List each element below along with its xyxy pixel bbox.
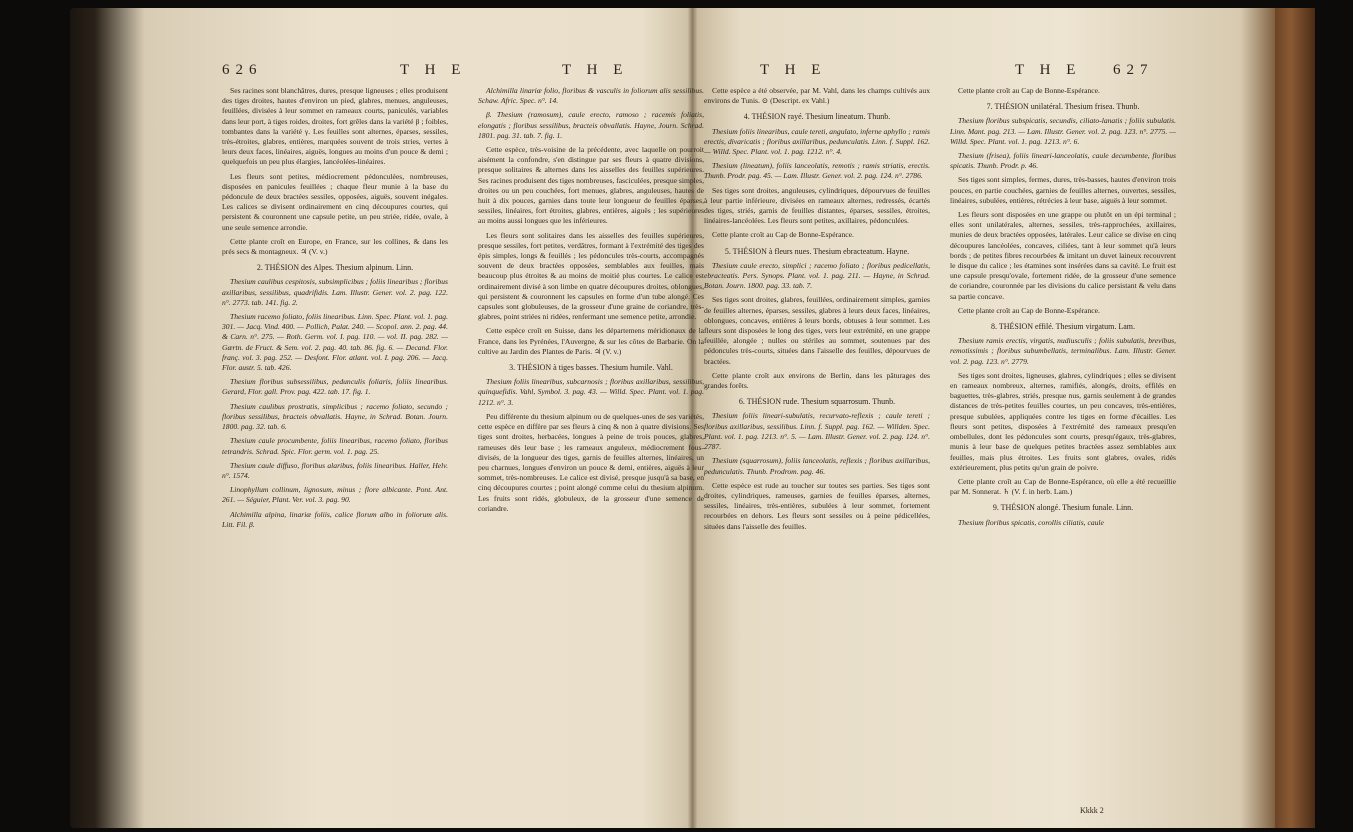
paragraph: Les fleurs sont disposées en une grappe ou plutôt en un épi terminal ; elles sont unilatérales, alternes, sessiles, très-rapprochées, axillaires, munies de deux bractées opposées, latérales. Leur calice se divise en cinq découpures lancéolées, concaves, ciliées, tant à leur sommet qu'à leurs bords ; de petites fibres recourbées & imitant un duvet laineux recouvrent le disque du calice ; les étamines sont insérées dans sa cavité. Le fruit est une capsule presqu'ovale, fortement ridée, de la grosseur d'une semence de coriandre, couronnée par les divisions du calice persistant & velu dans sa partie concave. [950,210,1176,301]
signature-mark: Kkkk 2 [1080,806,1104,815]
paragraph: Ses tiges sont simples, fermes, dures, très-basses, hautes d'environ trois pouces, en partie couchées, garnies de feuilles alternes, ouvertes, sessiles, linéaires, subulées, entières, rétrécies à leur base, aiguës à leur sommet. [950,175,1176,205]
left-column-1 [222,86,448,534]
species-heading: 8. THÉSION effilé. Thesium virgatum. Lam. [990,322,1136,332]
paragraph: Cette plante croît en Europe, en France, sur les collines, & dans les prés secs & montagneux. ♃ (V. v.) [222,236,448,257]
left-running-head: T H E [400,62,467,78]
paragraph: Thesium floribus subsessilibus, pedunculis foliaris, foliis linearibus. Gerard, Flor. gall. Prov. pag. 422. tab. 17. fig. 1. [222,377,448,397]
paragraph: Cette plante croît au Cap de Bonne-Espérance, où elle a été recueillie par M. Sonnerat. ♄ (V. f. in herb. Lam.) [950,476,1176,497]
paragraph: Thesium foliis linearibus, caule tereti, angulato, inferne aphyllo ; ramis erectis, divaricatis ; floribus axillaribus, pedunculatis. Linn. f. Suppl. 162. — Willd. Spec. Plant. vol. 1. pag. 1212. n°. 4. [704,126,930,157]
paragraph: Ses tiges sont droites, glabres, feuillées, ordinairement simples, garnies de feuilles alternes, éparses, sessiles, glabres à leurs deux faces, linéaires, oblongues, concaves, entières à leurs bords, obtuses à leur sommet. Les fleurs sont disposées le long des tiges, vers leur extrémité, en une grappe feuillée, alongée ; nulles ou stériles au sommet, soutenues par des pédoncules très-courts, situées dans l'aisselle des feuilles, dépourvues de bractées. [704,295,930,366]
paragraph: Thesium caule erecto, simplici ; racemo foliato ; floribus pedicellatis, ebracteatis. Pers. Synops. Plant. vol. 1. pag. 211. — Hayne, in Schrad. Botan. Journ. 1800. pag. 33. tab. 7. [704,260,930,291]
paragraph: Thesium (squarrosum), foliis lanceolatis, reflexis ; floribus axillaribus, pedunculatis. Thunb. Prodrom. pag. 46. [704,456,930,476]
left-column-2 [478,86,704,518]
paragraph: Cette plante croît aux environs de Berlin, dans les pâturages des grandes forêts. [704,370,930,391]
paragraph: Cette espèce est rude au toucher sur toutes ses parties. Ses tiges sont droites, cylindriques, rameuses, garnies de feuilles éparses, alternes, sessiles, linéaires, très-entières, subulées à leur sommet, fortement recourbées en dehors. Les fleurs sont sessiles ou à peine pédicellées, situées dans l'aisselle des feuilles. [704,480,930,531]
paragraph: Thesium caule diffuso, floribus alaribus, foliis linearibus. Haller, Helv. n°. 1574. [222,460,448,480]
paragraph: Thesium caulibus cespitosis, subsimplicibus ; foliis linearibus ; floribus axillaribus, sessilibus, quadrifidis. Lam. Illustr. Gener. vol. 2. pag. 122. n°. 2773. tab. 141. fig. 2. [222,277,448,307]
paragraph: Les fleurs sont solitaires dans les aisselles des feuilles supérieures, presque sessiles, fort petites, verdâtres, formant à l'extrémité des tiges des épis simples, longs & feuillés ; les pédoncules très-courts, accompagnés souvent de deux bractées opposées, semblables aux feuilles, mais beaucoup plus étroites & au moins de moitié plus courtes. Le calice est ordinairement divisé à son limbe en quatre découpures droites, oblongues, qui persistent & couronnent les capsules en forme d'un tube alongé. Ces capsules sont globuleuses, de la grosseur d'une graine de coriandre, très-glabres, point striées ni ridées, renfermant une semence petite, arrondie. [478,230,704,322]
left-running-head-2: T H E [562,62,629,78]
paragraph: Peu différente du thesium alpinum ou de quelques-unes de ses variétés, cette espèce en diffère par ses fleurs à cinq & non à quatre divisions. Ses tiges sont droites, herbacées, longues à peine de trois pouces, glabres, rameuses dès leur base ; les rameaux anguleux, médiocrement fous-divisés, de la longueur des tiges, garnis de feuilles alternes, linéaires, un peu charnues, longues d'environ un pouce & demi, entières, aiguës à leur sommet, très-nombreuses. Le calice est divisé, presque jusqu'à sa base, en cinq découpures courtes ; point alongé comme celui du thesium alpinum. Les fruits sont ridés, globuleux, de la grosseur d'une semence de coriandre. [478,411,704,513]
paragraph: Thesium ramis erectis, virgatis, nudiusculis ; foliis subulatis, brevibus, remotissimis ; floribus subumbellatis, terminalibus. Lam. Illustr. Gener. vol. 2. pag. 123. n°. 2779. [950,336,1176,366]
paragraph: Les fleurs sont petites, médiocrement pédonculées, nombreuses, disposées en panicules feuillées ; chaque fleur munie à la base du pédoncule de deux bractées sessiles, opposées, aiguës, souvent inégales. Les calices se divisent ordinairement en cinq découpures courtes, qui persistent & couronnent une capsule petite, un peu striée, ridée, ovale, à une seule semence arrondie. [222,171,448,232]
species-heading: 9. THÉSION alongé. Thesium funale. Linn. [992,503,1134,513]
paragraph: Alchimilla linariæ folio, floribus & vasculis in foliorum alis sessilibus. Schaw. Afric. Spec. n°. 14. [478,86,704,106]
paragraph: Thesium (lineatum), foliis lanceolatis, remotis ; ramis striatis, erectis. Thunb. Prodr. pag. 45. — Lam. Illustr. Gener. vol. 2. pag. 124. n°. 2786. [704,161,930,181]
species-heading: 7. THÉSION unilatéral. Thesium frisea. Thunb. [986,102,1140,112]
paragraph: Cette plante croît au Cap de Bonne-Espérance. [958,305,1100,315]
paragraph: Cette espèce croît en Suisse, dans les départemens méridionaux de la France, dans les Pyrénées, l'Auvergne, & sur les côtes de Barbarie. On la cultive au Jardin des Plantes de Paris. ♃ (V. v.) [478,326,704,356]
paragraph: β. Thesium (ramosum), caule erecto, ramoso ; racemis foliatis, elongatis ; floribus sessilibus, bracteis obvallatis. Hayne, Journ. Schrad. 1801. pag. 31. tab. 7. fig. 1. [478,110,704,140]
paragraph: Cette espèce, très-voisine de la précédente, avec laquelle on pourroit aisément la confondre, s'en distingue par ses fleurs à quatre divisions, presque solitaires & alternes dans les aisselles des feuilles supérieures. Ses racines produisent des tiges nombreuses, fasciculées, presque simples, droites ou un peu couchées, fort menues, glabres, anguleuses, hautes de huit à dix pouces, garnies dans toute leur longueur de feuilles éparses, sessiles, linéaires, fort étroites, glabres, entières, aiguës ; les supérieures au moins aussi longues que les inférieures. [478,145,704,226]
right-running-head: T H E [1015,62,1082,78]
species-heading: 6. THÉSION rude. Thesium squarrosum. Thunb. [738,397,896,407]
paragraph: Ses tiges sont droites, anguleuses, cylindriques, dépourvues de feuilles à leur partie inférieure, divisées en rameaux alternes, redressés, écartés des tiges, striés, garnis de feuilles distantes, éparses, sessiles, étroites, linéaires-lancéolées. Les fleurs sont petites, axillaires, pédonculées. [704,185,930,226]
paragraph: Cette plante croît au Cap de Bonne-Espérance. [958,86,1100,95]
paragraph: Thesium foliis linearibus, subcarnosis ; floribus axillaribus, sessilibus, quinquefidis. Vahl, Symbol. 3. pag. 43. — Willd. Spec. Plant. vol. 1. pag. 1212. n°. 3. [478,377,704,407]
species-heading: 2. THÉSION des Alpes. Thesium alpinum. Linn. [256,263,414,273]
right-column-1 [704,86,930,536]
left-page-number: 626 [222,62,263,78]
paragraph: Linophyllum collinum, lignosum, minus ; flore albicante. Pont. Ant. 261. — Séguier, Plant. Ver. vol. 3. pag. 90. [222,485,448,505]
paragraph: Thesium foliis lineari-subulatis, recurvato-reflexis ; caule tereti ; floribus axillaribus, sessilibus. Linn. f. Suppl. pag. 162. — Willden. Spec. Plant. vol. 1. pag. 1213. n°. 5. — Lam. Illustr. Gener. vol. 2. pag. 124. n°. 2787. [704,411,930,452]
paragraph: Cette espèce a été observée, par M. Vahl, dans les champs cultivés aux environs de Tunis. ⊙ (Descript. ex Vahl.) [704,86,930,106]
paragraph: Thesium floribus subspicatis, secundis, ciliato-lanatis ; foliis subulatis. Linn. Mant. pag. 213. — Lam. Illustr. Gener. vol. 2. pag. 123. n°. 2775. — Willd. Spec. Plant. vol. 1. pag. 1213. n°. 6. [950,116,1176,146]
species-heading: 5. THÉSION à fleurs nues. Thesium ebracteatum. Hayne. [724,246,910,256]
book-spine [1275,8,1315,828]
paragraph: Ses racines sont blanchâtres, dures, presque ligneuses ; elles produisent des tiges droites, hautes d'environ un pied, glabres, menues, anguleuses, feuillées, divisées à leur sommet en rameaux courts, paniculés, variables dans leur port, à tiges roides, droites, fort grêles dans la variété β ; foibles, tombantes dans la variété γ. Les feuilles sont alternes, éparses, sessiles, très-étroites, glabres, entières, marquées souvent de trois stries, vertes à leurs deux faces, linéaires, aiguës, longues au moins d'un pouce & demi ; quelquefois un peu plus élargies, lancéolées-linéaires. [222,86,448,167]
paragraph: Thesium (frisea), foliis lineari-lanceolatis, caule decumbente, floribus spicatis. Thunb. Prodr. p. 46. [950,151,1176,171]
paragraph: Alchimilla alpina, linariæ foliis, calice florum albo in foliorum alis. Litt. Fil. β. [222,509,448,529]
right-running-head-left: T H E [760,62,827,78]
right-column-2 [950,86,1176,532]
species-heading: 4. THÉSION rayé. Thesium lineatum. Thunb. [743,112,891,122]
paragraph: Ses tiges sont droites, ligneuses, glabres, cylindriques ; elles se divisent en rameaux nombreux, alternes, ramifiés, alongés, droits, effilés en baguettes, très-glabres, striés, presque nus, garnis seulement à de grandes distances de très-petites feuilles courtes, un peu concaves, très-entières, presque subulées, appliquées contre les tiges en forme d'écailles. Les fleurs sont petites, disposées à l'extrémité des rameaux presqu'en ombellules, dont les pédoncules sont courts, presqu'égaux, très-glabres, munis à leur base de quelques petites bractées assez semblables aux feuilles, mais plus étroites. Les fruits sont glabres, ovales, ridés extérieurement, plus petits qu'un grain de poivre. [950,370,1176,472]
paragraph: Thesium caulibus prostratis, simplicibus ; racemo foliato, secundo ; floribus sessilibus, bracteis obvallatis. Hayne, in Schrad. Botan. Journ. 1800. pag. 32. tab. 6. [222,401,448,432]
paragraph: Thesium floribus spicatis, corollis ciliatis, caule [958,517,1104,527]
paragraph: Thesium racemo foliato, foliis linearibus. Linn. Spec. Plant. vol. 1. pag. 301. — Jacq. Vind. 400. — Pollich, Palat. 240. — Scopol. ann. 2. pag. 44. & Carn. n°. 275. — Roth. Germ. vol. I. pag. 110. — vol. II. pag. 282. — Gærtn. de Fruct. & Sem. vol. 2. pag. 40. tab. 86. fig. 6. — Decand. Flor. franç. vol. 3. pag. 252. — Desfont. Flor. atlant. vol. I. pag. 206. — Jacq. Flor. austr. 5. tab. 426. [222,312,448,373]
species-heading: 3. THÉSION à tiges basses. Thesium humile. Vahl. [509,363,673,373]
right-page-number: 627 [1113,62,1154,78]
paragraph: Thesium caule procumbente, foliis linearibus, racemo foliato, floribus tetrandris. Schrad. Spic. Flor. germ. vol. 1. pag. 25. [222,436,448,456]
paragraph: Cette plante croît au Cap de Bonne-Espérance. [712,230,854,240]
